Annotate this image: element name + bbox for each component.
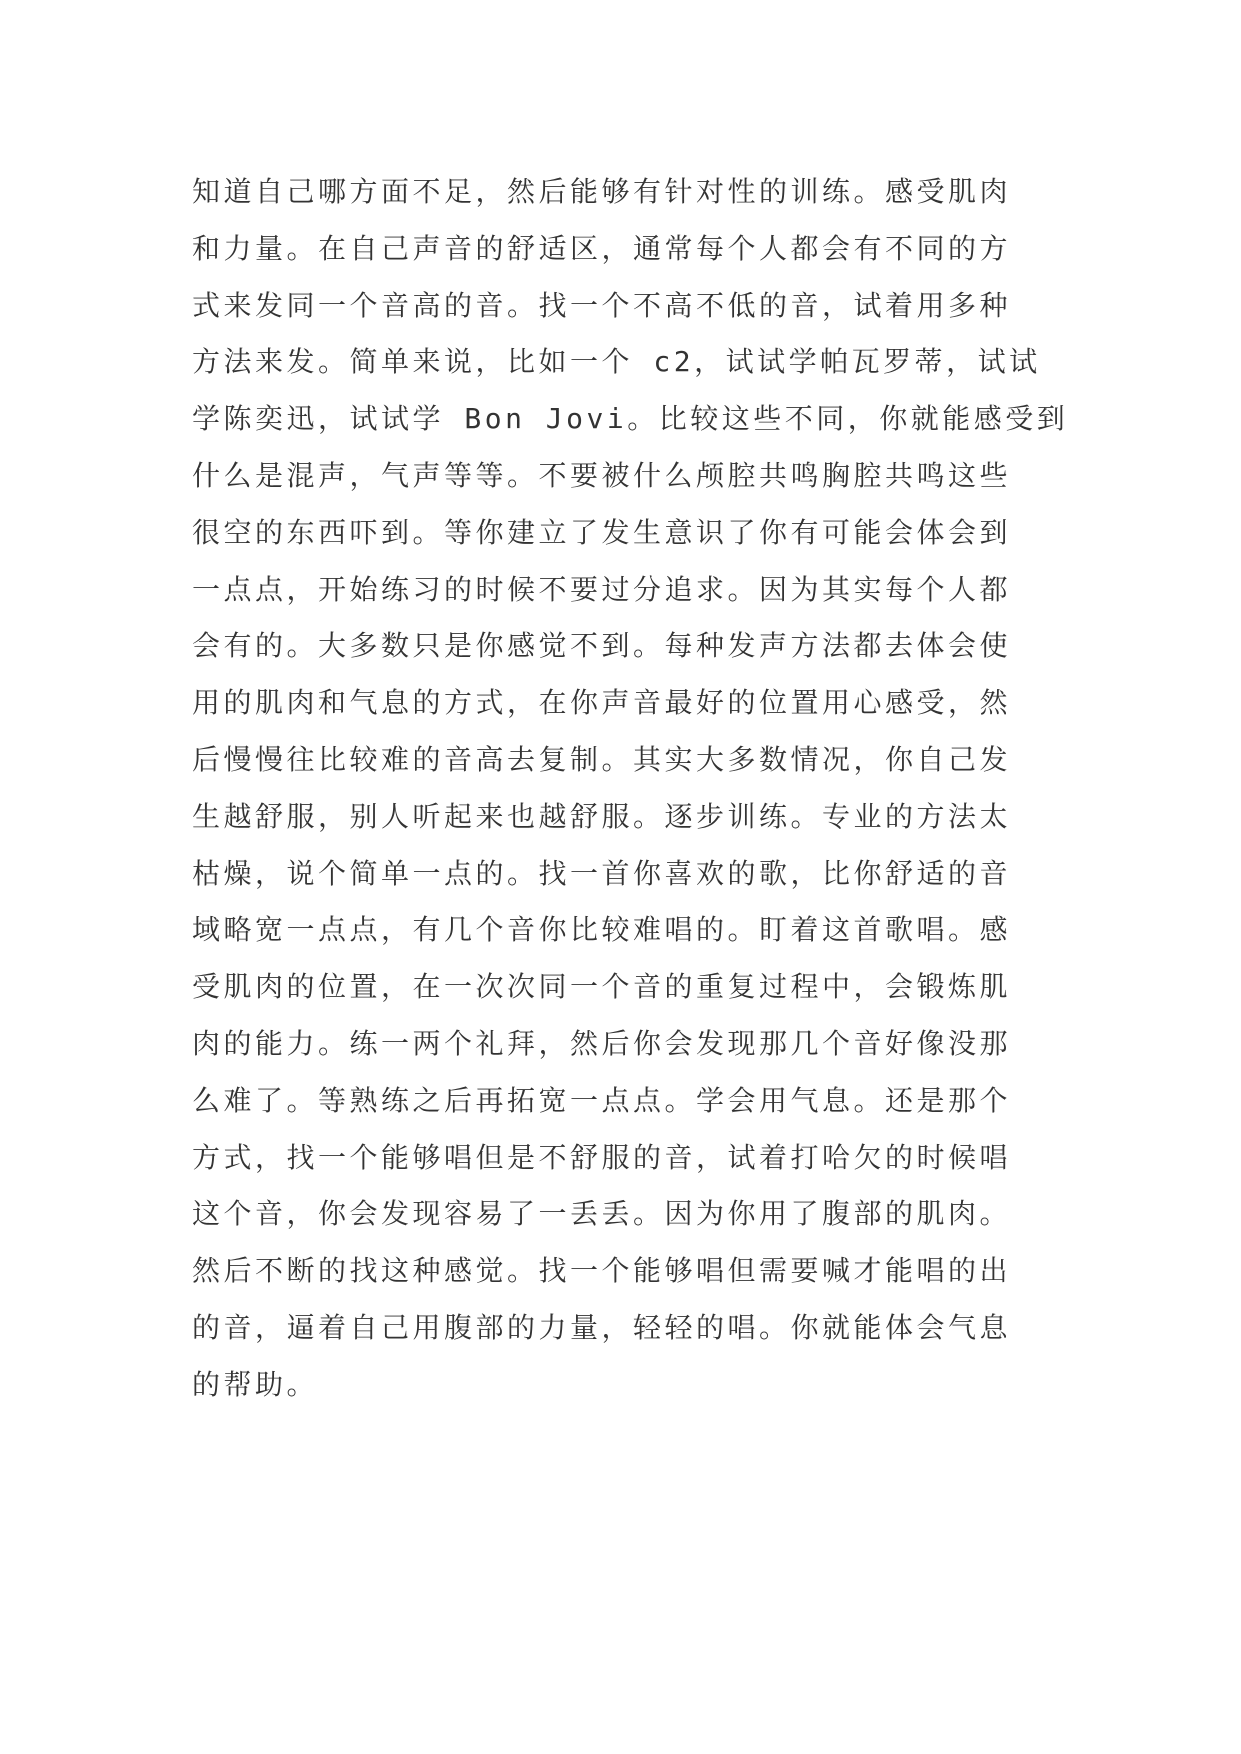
text-line: 么难了。等熟练之后再拓宽一点点。学会用气息。还是那个 xyxy=(192,1083,1012,1117)
text-line: 学陈奕迅，试试学 Bon Jovi。比较这些不同，你就能感受到 xyxy=(192,402,1069,436)
text-line: 枯燥，说个简单一点的。找一首你喜欢的歌，比你舒适的音 xyxy=(192,856,1012,890)
text-line: 这个音，你会发现容易了一丢丢。因为你用了腹部的肌肉。 xyxy=(192,1197,1012,1231)
text-line: 和力量。在自己声音的舒适区，通常每个人都会有不同的方 xyxy=(192,231,1012,265)
text-line: 的帮助。 xyxy=(192,1367,319,1401)
text-line: 很空的东西吓到。等你建立了发生意识了你有可能会体会到 xyxy=(192,515,1012,549)
text-line: 什么是混声，气声等等。不要被什么颅腔共鸣胸腔共鸣这些 xyxy=(192,458,1012,492)
text-line: 后慢慢往比较难的音高去复制。其实大多数情况，你自己发 xyxy=(192,742,1012,776)
text-line: 式来发同一个音高的音。找一个不高不低的音，试着用多种 xyxy=(192,288,1012,322)
text-line: 受肌肉的位置，在一次次同一个音的重复过程中，会锻炼肌 xyxy=(192,970,1012,1004)
text-line: 方法来发。简单来说，比如一个 c2，试试学帕瓦罗蒂，试试 xyxy=(192,345,1041,379)
text-line: 一点点，开始练习的时候不要过分追求。因为其实每个人都 xyxy=(192,572,1012,606)
text-line: 知道自己哪方面不足，然后能够有针对性的训练。感受肌肉 xyxy=(192,175,1012,208)
text-line: 的音，逼着自己用腹部的力量，轻轻的唱。你就能体会气息 xyxy=(192,1310,1012,1344)
text-line: 然后不断的找这种感觉。找一个能够唱但需要喊才能唱的出 xyxy=(192,1254,1012,1288)
text-line: 肉的能力。练一两个礼拜，然后你会发现那几个音好像没那 xyxy=(192,1026,1012,1060)
text-line: 会有的。大多数只是你感觉不到。每种发声方法都去体会使 xyxy=(192,629,1012,663)
body-paragraph xyxy=(192,164,1092,1414)
text-line: 用的肌肉和气息的方式，在你声音最好的位置用心感受，然 xyxy=(192,686,1012,720)
text-line: 方式，找一个能够唱但是不舒服的音，试着打哈欠的时候唱 xyxy=(192,1140,1012,1174)
text-line: 生越舒服，别人听起来也越舒服。逐步训练。专业的方法太 xyxy=(192,799,1012,833)
text-line: 域略宽一点点，有几个音你比较难唱的。盯着这首歌唱。感 xyxy=(192,913,1012,947)
